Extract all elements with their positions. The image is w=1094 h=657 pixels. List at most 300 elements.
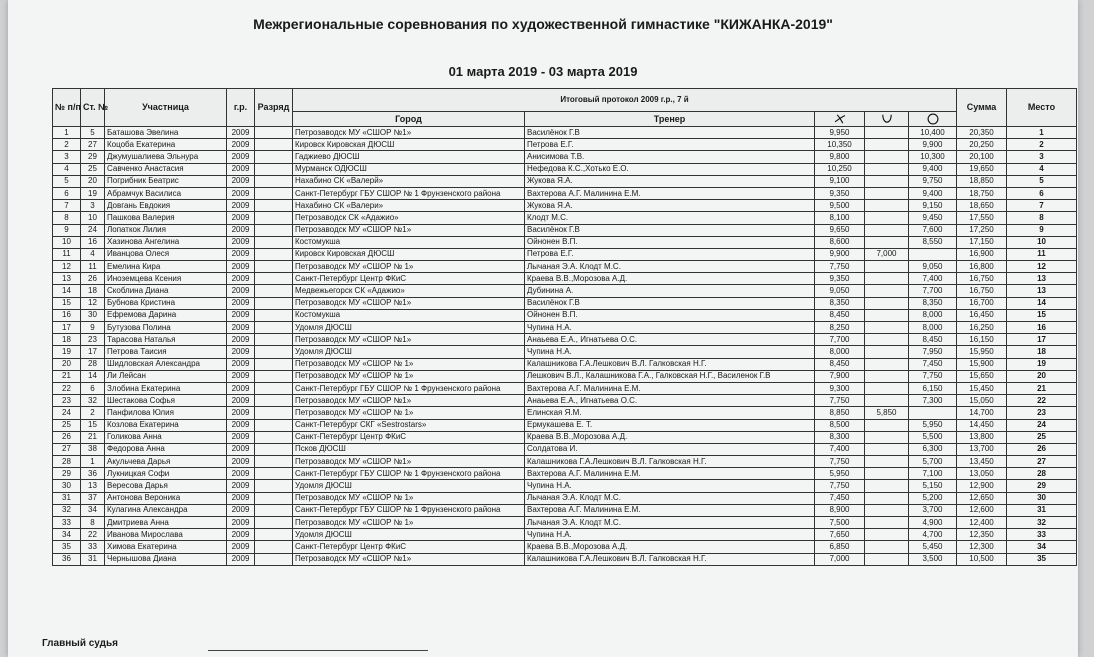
row-number-cell: 7 <box>53 200 81 212</box>
total-score-cell: 16,250 <box>957 322 1007 334</box>
birth-year-cell: 2009 <box>227 553 255 565</box>
rank-cell <box>255 175 293 187</box>
protocol-sheet <box>8 0 1078 657</box>
row-number-cell: 13 <box>53 273 81 285</box>
athlete-name-cell: Дмитриева Анна <box>105 517 227 529</box>
table-row <box>53 431 1077 443</box>
total-score-cell: 16,450 <box>957 309 1007 321</box>
place-cell: 15 <box>1007 309 1077 321</box>
start-number-cell: 14 <box>81 370 105 382</box>
athlete-name-cell: Джумушалиева Эльнура <box>105 151 227 163</box>
place-cell: 21 <box>1007 382 1077 394</box>
col-place-header: Место <box>1007 89 1077 127</box>
birth-year-cell: 2009 <box>227 285 255 297</box>
row-number-cell: 15 <box>53 297 81 309</box>
athlete-name-cell: Лопаткок Лилия <box>105 224 227 236</box>
place-cell: 29 <box>1007 480 1077 492</box>
row-number-cell: 20 <box>53 358 81 370</box>
table-row <box>53 407 1077 419</box>
row-number-cell: 11 <box>53 248 81 260</box>
place-cell: 34 <box>1007 541 1077 553</box>
table-row <box>53 151 1077 163</box>
start-number-cell: 13 <box>81 480 105 492</box>
hoop-score-cell <box>865 517 909 529</box>
city-cell: Петрозаводск МУ «СШОР №1» <box>293 456 525 468</box>
rank-cell <box>255 224 293 236</box>
place-cell: 30 <box>1007 492 1077 504</box>
athlete-name-cell: Бубнова Кристина <box>105 297 227 309</box>
ball-score-cell <box>909 407 957 419</box>
table-row <box>53 492 1077 504</box>
birth-year-cell: 2009 <box>227 200 255 212</box>
ribbon-score-cell: 5,950 <box>815 468 865 480</box>
total-score-cell: 14,700 <box>957 407 1007 419</box>
athlete-name-cell: Иванова Мирослава <box>105 529 227 541</box>
city-cell: Петрозаводск МУ «СШОР №1» <box>293 395 525 407</box>
place-cell: 14 <box>1007 297 1077 309</box>
row-number-cell: 12 <box>53 261 81 273</box>
table-row <box>53 236 1077 248</box>
col-athlete-header: Участница <box>105 89 227 127</box>
coach-cell: Ойнонен В.П. <box>525 236 815 248</box>
city-cell: Нахабино СК «Валерй» <box>293 175 525 187</box>
ball-score-cell <box>909 248 957 260</box>
row-number-cell: 19 <box>53 346 81 358</box>
coach-cell: Василёнок Г.В <box>525 127 815 139</box>
row-number-cell: 6 <box>53 187 81 199</box>
coach-cell: Василёнок Г.В <box>525 224 815 236</box>
total-score-cell: 13,050 <box>957 468 1007 480</box>
ribbon-score-cell: 8,450 <box>815 309 865 321</box>
start-number-cell: 30 <box>81 309 105 321</box>
chief-judge-label: Главный судья <box>42 638 118 649</box>
place-cell: 25 <box>1007 431 1077 443</box>
total-score-cell: 12,650 <box>957 492 1007 504</box>
total-score-cell: 17,550 <box>957 212 1007 224</box>
start-number-cell: 17 <box>81 346 105 358</box>
table-row <box>53 456 1077 468</box>
hoop-score-cell <box>865 224 909 236</box>
ribbon-score-cell: 9,950 <box>815 127 865 139</box>
place-cell: 9 <box>1007 224 1077 236</box>
row-number-cell: 17 <box>53 322 81 334</box>
city-cell: Удомля ДЮСШ <box>293 346 525 358</box>
athlete-name-cell: Шидловская Александра <box>105 358 227 370</box>
rank-cell <box>255 285 293 297</box>
athlete-name-cell: Тарасова Наталья <box>105 334 227 346</box>
table-row <box>53 358 1077 370</box>
athlete-name-cell: Шестакова Софья <box>105 395 227 407</box>
results-table <box>52 88 1077 566</box>
ball-score-cell: 9,400 <box>909 187 957 199</box>
ribbon-score-cell: 8,600 <box>815 236 865 248</box>
table-row <box>53 139 1077 151</box>
total-score-cell: 16,800 <box>957 261 1007 273</box>
city-cell: Удомля ДЮСШ <box>293 480 525 492</box>
city-cell: Петрозаводск МУ «СШОР №1» <box>293 334 525 346</box>
hoop-score-cell <box>865 200 909 212</box>
coach-cell: Краева В.В.,Морозова А.Д. <box>525 541 815 553</box>
rank-cell <box>255 163 293 175</box>
row-number-cell: 36 <box>53 553 81 565</box>
ribbon-score-cell: 7,400 <box>815 443 865 455</box>
ribbon-score-cell: 7,500 <box>815 517 865 529</box>
table-row <box>53 346 1077 358</box>
hoop-score-cell <box>865 309 909 321</box>
birth-year-cell: 2009 <box>227 261 255 273</box>
birth-year-cell: 2009 <box>227 382 255 394</box>
ball-score-cell: 4,900 <box>909 517 957 529</box>
hoop-score-cell <box>865 456 909 468</box>
athlete-name-cell: Баташова Эвелина <box>105 127 227 139</box>
hoop-score-cell <box>865 553 909 565</box>
birth-year-cell: 2009 <box>227 370 255 382</box>
ball-score-cell: 6,300 <box>909 443 957 455</box>
rank-cell <box>255 261 293 273</box>
rank-cell <box>255 309 293 321</box>
rank-cell <box>255 212 293 224</box>
table-row <box>53 285 1077 297</box>
birth-year-cell: 2009 <box>227 468 255 480</box>
rank-cell <box>255 273 293 285</box>
place-cell: 13 <box>1007 273 1077 285</box>
city-cell: Петрозаводск МУ «СШОР №1» <box>293 553 525 565</box>
coach-cell: Петрова Е.Г. <box>525 248 815 260</box>
birth-year-cell: 2009 <box>227 492 255 504</box>
ball-score-cell: 7,600 <box>909 224 957 236</box>
hoop-score-cell <box>865 529 909 541</box>
hoop-score-cell <box>865 127 909 139</box>
athlete-name-cell: Погрибник Беатрис <box>105 175 227 187</box>
birth-year-cell: 2009 <box>227 395 255 407</box>
row-number-cell: 29 <box>53 468 81 480</box>
coach-cell: Анисимова Т.В. <box>525 151 815 163</box>
ball-score-cell: 8,000 <box>909 309 957 321</box>
row-number-cell: 25 <box>53 419 81 431</box>
ribbon-score-cell: 8,450 <box>815 358 865 370</box>
ball-score-cell: 7,400 <box>909 273 957 285</box>
ball-score-cell: 5,450 <box>909 541 957 553</box>
table-row <box>53 541 1077 553</box>
birth-year-cell: 2009 <box>227 504 255 516</box>
birth-year-cell: 2009 <box>227 529 255 541</box>
row-number-cell: 4 <box>53 163 81 175</box>
start-number-cell: 6 <box>81 382 105 394</box>
table-row <box>53 504 1077 516</box>
place-cell: 23 <box>1007 407 1077 419</box>
coach-cell: Чупина Н.А. <box>525 480 815 492</box>
athlete-name-cell: Абрамчук Василиса <box>105 187 227 199</box>
rank-cell <box>255 504 293 516</box>
ribbon-score-cell: 8,250 <box>815 322 865 334</box>
coach-cell: Вахтерова А.Г. Малинина Е.М. <box>525 468 815 480</box>
ball-score-cell: 7,300 <box>909 395 957 407</box>
ribbon-score-cell: 6,850 <box>815 541 865 553</box>
ribbon-score-cell: 9,800 <box>815 151 865 163</box>
total-score-cell: 15,650 <box>957 370 1007 382</box>
row-number-cell: 14 <box>53 285 81 297</box>
row-number-cell: 34 <box>53 529 81 541</box>
total-score-cell: 12,300 <box>957 541 1007 553</box>
table-row <box>53 248 1077 260</box>
ball-score-cell: 5,150 <box>909 480 957 492</box>
hoop-score-cell <box>865 443 909 455</box>
birth-year-cell: 2009 <box>227 175 255 187</box>
hoop-score-cell <box>865 273 909 285</box>
table-row <box>53 224 1077 236</box>
row-number-cell: 27 <box>53 443 81 455</box>
ball-score-cell: 7,450 <box>909 358 957 370</box>
hoop-score-cell <box>865 395 909 407</box>
table-row <box>53 553 1077 565</box>
total-score-cell: 12,900 <box>957 480 1007 492</box>
hoop-arc-icon <box>880 112 894 126</box>
hoop-score-cell <box>865 419 909 431</box>
start-number-cell: 8 <box>81 517 105 529</box>
ribbon-score-cell: 8,850 <box>815 407 865 419</box>
ball-score-cell: 9,400 <box>909 163 957 175</box>
ribbon-score-cell: 7,700 <box>815 334 865 346</box>
athlete-name-cell: Антонова Вероника <box>105 492 227 504</box>
start-number-cell: 12 <box>81 297 105 309</box>
birth-year-cell: 2009 <box>227 456 255 468</box>
place-cell: 33 <box>1007 529 1077 541</box>
rank-cell <box>255 553 293 565</box>
total-score-cell: 15,950 <box>957 346 1007 358</box>
hoop-score-cell <box>865 468 909 480</box>
athlete-name-cell: Панфилова Юлия <box>105 407 227 419</box>
hoop-score-cell <box>865 285 909 297</box>
athlete-name-cell: Акульчева Дарья <box>105 456 227 468</box>
rank-cell <box>255 395 293 407</box>
start-number-cell: 28 <box>81 358 105 370</box>
start-number-cell: 5 <box>81 127 105 139</box>
table-row <box>53 200 1077 212</box>
birth-year-cell: 2009 <box>227 236 255 248</box>
place-cell: 31 <box>1007 504 1077 516</box>
row-number-cell: 32 <box>53 504 81 516</box>
table-row <box>53 322 1077 334</box>
rank-cell <box>255 468 293 480</box>
hoop-score-cell <box>865 297 909 309</box>
ball-score-cell: 6,150 <box>909 382 957 394</box>
ball-score-cell: 7,700 <box>909 285 957 297</box>
rank-cell <box>255 346 293 358</box>
ribbon-score-cell: 7,450 <box>815 492 865 504</box>
athlete-name-cell: Ефремова Дарина <box>105 309 227 321</box>
city-cell: Удомля ДЮСШ <box>293 529 525 541</box>
row-number-cell: 23 <box>53 395 81 407</box>
rank-cell <box>255 443 293 455</box>
place-cell: 16 <box>1007 322 1077 334</box>
rank-cell <box>255 187 293 199</box>
total-score-cell: 12,600 <box>957 504 1007 516</box>
rank-cell <box>255 151 293 163</box>
ribbon-icon <box>833 112 847 126</box>
total-score-cell: 13,800 <box>957 431 1007 443</box>
start-number-cell: 34 <box>81 504 105 516</box>
coach-cell: Василёнок Г.В <box>525 297 815 309</box>
hoop-score-cell <box>865 212 909 224</box>
coach-cell: Ермукашева Е. Т. <box>525 419 815 431</box>
coach-cell: Жукова Я.А. <box>525 200 815 212</box>
place-cell: 4 <box>1007 163 1077 175</box>
place-cell: 32 <box>1007 517 1077 529</box>
place-cell: 8 <box>1007 212 1077 224</box>
col-city-header: Город <box>293 112 525 127</box>
col-sum-header: Сумма <box>957 89 1007 127</box>
hoop-score-cell <box>865 480 909 492</box>
athlete-name-cell: Злобина Екатерина <box>105 382 227 394</box>
hoop-score-cell <box>865 139 909 151</box>
city-cell: Санкт-Петербург ГБУ СШОР № 1 Фрунзенского района <box>293 468 525 480</box>
coach-cell: Елинская Я.М. <box>525 407 815 419</box>
athlete-name-cell: Емелина Кира <box>105 261 227 273</box>
hoop-score-cell: 7,000 <box>865 248 909 260</box>
coach-cell: Калашникова Г.А.Лешкович В.Л. Галковская Н.Г. <box>525 358 815 370</box>
athlete-name-cell: Скоблина Диана <box>105 285 227 297</box>
total-score-cell: 16,700 <box>957 297 1007 309</box>
athlete-name-cell: Федорова Анна <box>105 443 227 455</box>
ribbon-score-cell: 9,900 <box>815 248 865 260</box>
coach-cell: Чупина Н.А. <box>525 346 815 358</box>
city-cell: Санкт-Петербург ГБУ СШОР № 1 Фрунзенского района <box>293 382 525 394</box>
place-cell: 18 <box>1007 346 1077 358</box>
start-number-cell: 22 <box>81 529 105 541</box>
row-number-cell: 33 <box>53 517 81 529</box>
table-row <box>53 395 1077 407</box>
coach-cell: Петрова Е.Г. <box>525 139 815 151</box>
start-number-cell: 29 <box>81 151 105 163</box>
ribbon-score-cell: 9,350 <box>815 273 865 285</box>
start-number-cell: 33 <box>81 541 105 553</box>
athlete-name-cell: Хазинова Ангелина <box>105 236 227 248</box>
coach-cell: Анаьева Е.А., Игнатьева О.С. <box>525 395 815 407</box>
table-row <box>53 382 1077 394</box>
row-number-cell: 3 <box>53 151 81 163</box>
place-cell: 26 <box>1007 443 1077 455</box>
total-score-cell: 15,050 <box>957 395 1007 407</box>
birth-year-cell: 2009 <box>227 431 255 443</box>
hoop-score-cell <box>865 492 909 504</box>
table-row <box>53 309 1077 321</box>
city-cell: Костомукша <box>293 236 525 248</box>
start-number-cell: 25 <box>81 163 105 175</box>
ball-score-cell: 7,950 <box>909 346 957 358</box>
hoop-score-cell <box>865 163 909 175</box>
place-cell: 10 <box>1007 236 1077 248</box>
start-number-cell: 26 <box>81 273 105 285</box>
start-number-cell: 16 <box>81 236 105 248</box>
city-cell: Санкт-Петербург СКГ «Sestrostars» <box>293 419 525 431</box>
row-number-cell: 22 <box>53 382 81 394</box>
total-score-cell: 15,900 <box>957 358 1007 370</box>
col-hoop-header <box>865 112 909 127</box>
birth-year-cell: 2009 <box>227 139 255 151</box>
birth-year-cell: 2009 <box>227 151 255 163</box>
ball-score-cell: 3,500 <box>909 553 957 565</box>
place-cell: 6 <box>1007 187 1077 199</box>
place-cell: 5 <box>1007 175 1077 187</box>
hoop-score-cell <box>865 358 909 370</box>
row-number-cell: 31 <box>53 492 81 504</box>
rank-cell <box>255 517 293 529</box>
total-score-cell: 18,850 <box>957 175 1007 187</box>
ribbon-score-cell: 9,100 <box>815 175 865 187</box>
rank-cell <box>255 529 293 541</box>
row-number-cell: 24 <box>53 407 81 419</box>
birth-year-cell: 2009 <box>227 127 255 139</box>
results-body <box>53 127 1077 566</box>
total-score-cell: 17,150 <box>957 236 1007 248</box>
ball-score-cell: 5,950 <box>909 419 957 431</box>
hoop-score-cell <box>865 382 909 394</box>
city-cell: Мурманск ОДЮСШ <box>293 163 525 175</box>
city-cell: Петрозаводск МУ «СШОР №1» <box>293 127 525 139</box>
circle-icon <box>926 112 940 126</box>
total-score-cell: 16,750 <box>957 273 1007 285</box>
coach-cell: Лычаная Э.А. Клодт М.С. <box>525 517 815 529</box>
total-score-cell: 12,350 <box>957 529 1007 541</box>
col-rank-header: Разряд <box>255 89 293 127</box>
city-cell: Медвежьегорск СК «Адажио» <box>293 285 525 297</box>
athlete-name-cell: Ли Лейсан <box>105 370 227 382</box>
athlete-name-cell: Коцоба Екатерина <box>105 139 227 151</box>
row-number-cell: 18 <box>53 334 81 346</box>
hoop-score-cell <box>865 370 909 382</box>
ball-score-cell: 3,700 <box>909 504 957 516</box>
table-row <box>53 212 1077 224</box>
place-cell: 35 <box>1007 553 1077 565</box>
place-cell: 1 <box>1007 127 1077 139</box>
table-row <box>53 370 1077 382</box>
col-year-header: г.р. <box>227 89 255 127</box>
athlete-name-cell: Голикова Анна <box>105 431 227 443</box>
birth-year-cell: 2009 <box>227 358 255 370</box>
start-number-cell: 36 <box>81 468 105 480</box>
coach-cell: Ойнонен В.П. <box>525 309 815 321</box>
ribbon-score-cell: 7,750 <box>815 395 865 407</box>
athlete-name-cell: Иноземцева Ксения <box>105 273 227 285</box>
coach-cell: Вахтерова А.Г. Малинина Е.М. <box>525 187 815 199</box>
row-number-cell: 9 <box>53 224 81 236</box>
total-score-cell: 12,400 <box>957 517 1007 529</box>
rank-cell <box>255 541 293 553</box>
rank-cell <box>255 236 293 248</box>
athlete-name-cell: Петрова Таисия <box>105 346 227 358</box>
hoop-score-cell <box>865 151 909 163</box>
place-cell: 7 <box>1007 200 1077 212</box>
ribbon-score-cell: 9,650 <box>815 224 865 236</box>
ball-score-cell: 9,450 <box>909 212 957 224</box>
ribbon-score-cell: 8,500 <box>815 419 865 431</box>
total-score-cell: 16,750 <box>957 285 1007 297</box>
athlete-name-cell: Савченко Анастасия <box>105 163 227 175</box>
rank-cell <box>255 431 293 443</box>
ribbon-score-cell: 7,750 <box>815 456 865 468</box>
ribbon-score-cell: 8,000 <box>815 346 865 358</box>
coach-cell: Лычаная Э.А. Клодт М.С. <box>525 261 815 273</box>
ball-score-cell: 10,300 <box>909 151 957 163</box>
rank-cell <box>255 358 293 370</box>
rank-cell <box>255 248 293 260</box>
rank-cell <box>255 492 293 504</box>
total-score-cell: 14,450 <box>957 419 1007 431</box>
hoop-score-cell <box>865 261 909 273</box>
birth-year-cell: 2009 <box>227 273 255 285</box>
place-cell: 3 <box>1007 151 1077 163</box>
start-number-cell: 11 <box>81 261 105 273</box>
